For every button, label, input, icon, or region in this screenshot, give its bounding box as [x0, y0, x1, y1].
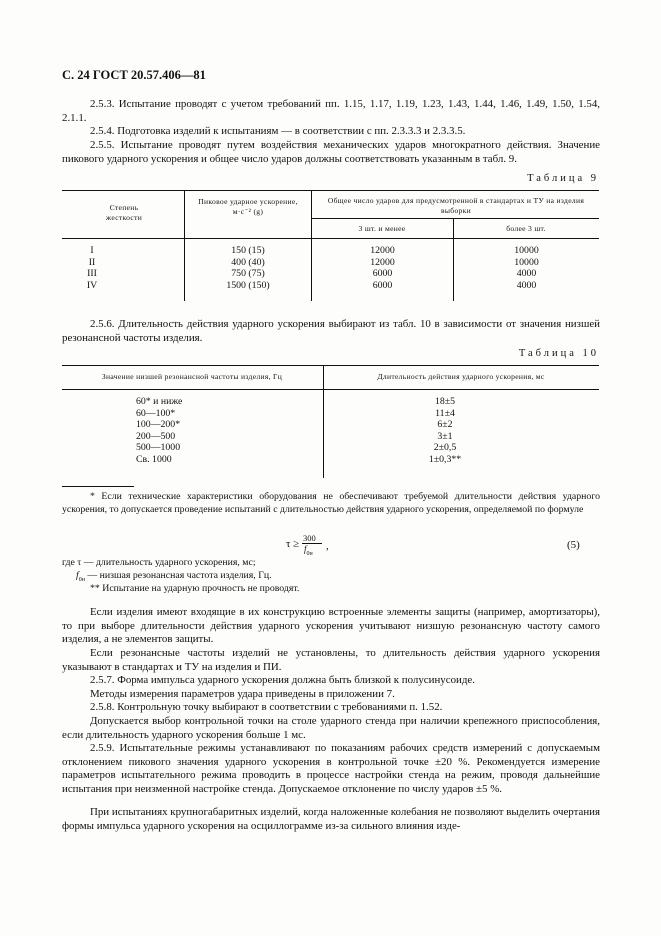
table-9-cell: 4000 — [516, 279, 537, 291]
footnote-1: * Если технические характеристики оборудования не обеспечивают требуемой длительности действия ударного ускорения, то допускается проведение испытаний с длительностью действия ударного ускорения, определяемой по формуле — [62, 491, 600, 515]
table-10-header-dur: Длительность действия ударного ускорения, мс — [377, 372, 545, 381]
where-f-text: — низшая резонансная частота изделия, Гц. — [84, 570, 272, 581]
table-9-cell: IV — [86, 279, 98, 291]
denominator-sub: 0н — [306, 550, 313, 557]
table-9-cell: 12000 — [370, 245, 395, 256]
paragraph-2-5-4: 2.5.4. Подготовка изделий к испытаниям — в соответствии с пп. 2.3.3.3 и 2.3.3.5. — [90, 125, 466, 137]
table-10-cell: 18±5 — [434, 396, 456, 407]
table-10-cell: 2±0,5 — [433, 442, 457, 454]
denominator-symbol: f — [304, 544, 307, 554]
table-9-cell: 12000 — [370, 256, 395, 268]
table-9-header-degree: Степень жесткости — [105, 203, 143, 222]
table-9-cell: 6000 — [372, 279, 393, 291]
table-9-header-gt3: более 3 шт. — [506, 224, 546, 233]
table-9-cell: 6000 — [372, 268, 393, 280]
table-9-header-lt3: 3 шт. и менее — [358, 224, 406, 233]
table-9-cell: III — [87, 268, 97, 280]
paragraph-protection: Если изделия имеют входящие в их конструкцию встроенные элементы защиты (например, амортизаторы), то при выборе длительности действия ударного ускорения учитывают низшую резонансную частоту самого изделия, а не элементов защиты. — [62, 606, 600, 646]
table-9-cell: 4000 — [516, 268, 537, 280]
where-f-sub: 0н — [78, 576, 85, 583]
footnote-divider — [62, 486, 134, 487]
table-9-cell: 10000 — [514, 256, 539, 268]
footnote-where-tau: где τ — длительность ударного ускорения, мс; — [62, 557, 256, 568]
table-10-cell: 60* и ниже — [136, 396, 183, 407]
table-9-label: Таблица 9 — [527, 173, 599, 184]
paragraph-control-point: Допускается выбор контрольной точки на столе ударного стенда при наличии крепежного приспособления, если длительность ударного ускорения больше 1 мс. — [62, 715, 600, 741]
table-9-cell: 1500 (150) — [226, 279, 270, 291]
table-10-header-freq: Значение низшей резонансной частоты изделия, Гц — [101, 372, 283, 381]
paragraph-large-items: При испытаниях крупногабаритных изделий, когда наложенные колебания не позволяют выделить очертания формы импульса ударного ускорения на осциллограмме из-за сильного влияния изде- — [62, 806, 600, 832]
page-header: С. 24 ГОСТ 20.57.406—81 — [62, 68, 206, 82]
table-10-cell: Св. 1000 — [136, 453, 172, 465]
table-10-cell: 500—1000 — [136, 442, 181, 454]
where-f-symbol: f — [76, 570, 79, 581]
formula-lhs: τ ≥ — [286, 538, 300, 550]
paragraph-2-5-8: 2.5.8. Контрольную точку выбирают в соответствии с требованиями п. 1.52. — [90, 701, 443, 713]
table-9-cell: 750 (75) — [231, 268, 265, 280]
table-10-cell: 200—500 — [136, 430, 176, 442]
table-9-cell: I — [90, 245, 94, 256]
formula-number: (5) — [567, 539, 580, 551]
table-9-cell: II — [88, 256, 96, 268]
table-10-cell: 6±2 — [437, 419, 453, 431]
table-9-header-total: Общее число ударов для предусмотренной в стандартах и ТУ на изделия выборки — [327, 196, 585, 215]
table-10-cell: 1±0,3** — [428, 453, 462, 465]
paragraph-methods: Методы измерения параметров удара приведены в приложении 7. — [90, 688, 395, 700]
formula-tail: , — [326, 540, 329, 552]
paragraph-2-5-7: 2.5.7. Форма импульса ударного ускорения должна быть близкой к полусинусоиде. — [90, 674, 475, 686]
formula-numerator: 300 — [303, 533, 316, 543]
paragraph-2-5-5: 2.5.5. Испытание проводят путем воздействия механических ударов многократного действия. Значение пикового ударного ускорения и общее число ударов должны соответствовать указанным в табл. 9. — [62, 139, 600, 165]
table-9-cell: 150 (15) — [231, 245, 265, 256]
table-9-cell: 400 (40) — [231, 256, 265, 268]
table-10-label: Таблица 10 — [518, 348, 599, 359]
formula-denominator — [304, 544, 313, 557]
table-9-header-peak: Пиковое ударное ускорение, м·с⁻² (g) — [198, 197, 298, 216]
table-10-cell: 3±1 — [437, 430, 453, 442]
paragraph-2-5-3: 2.5.3. Испытание проводят с учетом требований пп. 1.15, 1.17, 1.19, 1.23, 1.43, 1.44, 1.46, 1.49, 1.50, 1.54, 2.1.1. — [62, 98, 600, 124]
footnote-2: ** Испытание на ударную прочность не проводят. — [90, 583, 300, 594]
paragraph-2-5-9: 2.5.9. Испытательные режимы устанавливают по показаниям рабочих средств измерений с допускаемым отклонением пикового значения ударного ускорения в контрольной точке ±20 %. Рекомендуется измерение параметров испытательного режима проводить в процессе настройки стенда на режим, проводя дальнейшие испытания при неизменной настройке стенда. Допускаемое отклонение по числу ударов ±5 %. — [62, 742, 600, 795]
table-10-cell: 100—200* — [136, 419, 181, 431]
paragraph-resonance: Если резонансные частоты изделий не установлены, то длительность действия ударного ускорения указывают в стандартах и ТУ на изделия и ПИ. — [62, 647, 600, 673]
table-10-cell: 11±4 — [435, 407, 455, 419]
paragraph-2-5-6: 2.5.6. Длительность действия ударного ускорения выбирают из табл. 10 в зависимости от значения низшей резонансной частоты изделия. — [62, 318, 600, 344]
table-9-cell: 10000 — [514, 245, 539, 256]
table-10-cell: 60—100* — [136, 407, 176, 419]
